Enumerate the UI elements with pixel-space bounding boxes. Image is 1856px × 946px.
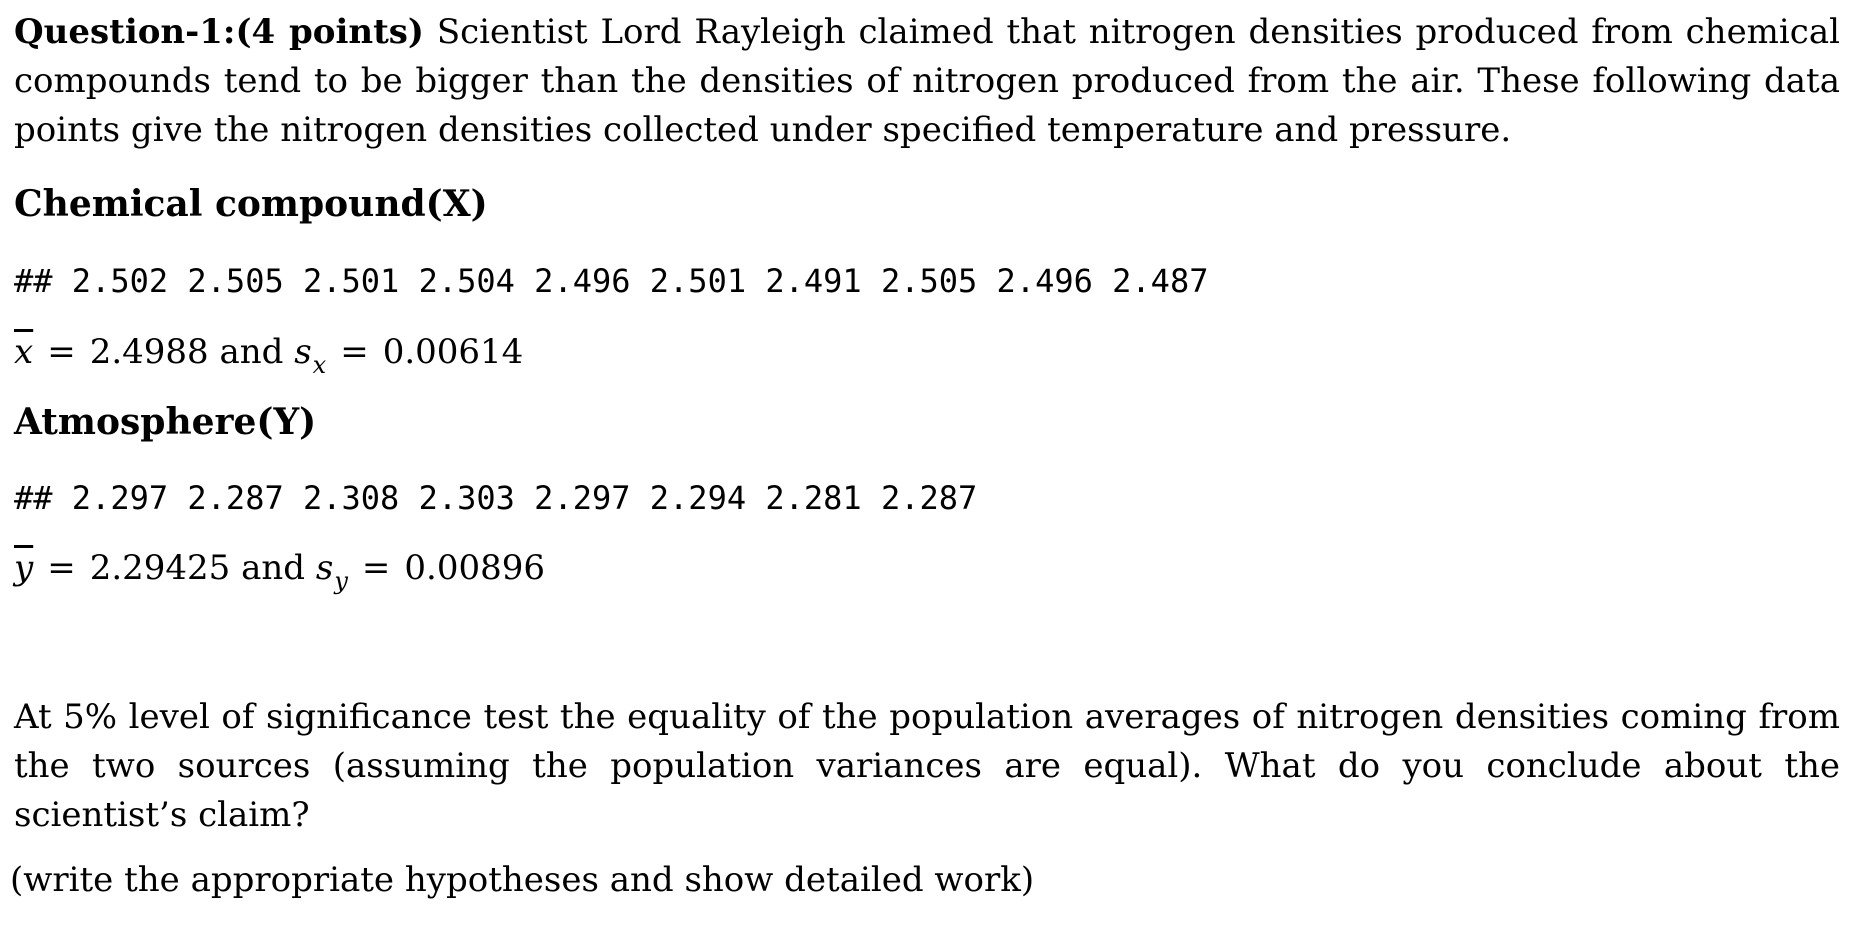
x-bar-symbol: $\overline{x}$ xyxy=(14,332,34,372)
atmosphere-data: ## 2.297 2.287 2.308 2.303 2.297 2.294 2.281 2.287 xyxy=(14,479,978,517)
sy-symbol: s xyxy=(315,548,334,588)
y-bar-value: 2.29425 xyxy=(89,548,231,588)
question-paragraph xyxy=(14,8,1840,155)
and-connector: and xyxy=(219,332,284,372)
and-connector: and xyxy=(241,548,306,588)
question-text: Scientist Lord Rayleigh claimed that nitrogen densities produced from chemical compounds tend to be bigger than the densities of nitrogen produced from the air. These following data points give the nitrogen densities collected under specified temperature and pressure. xyxy=(14,12,1840,150)
atmosphere-heading: Atmosphere(Y) xyxy=(14,401,317,443)
atmosphere-stats: $\overline{y} = 2.29425$ and $s_y = 0.00896$ xyxy=(14,548,546,595)
question-label: Question-1:(4 points) xyxy=(14,12,425,52)
sx-subscript: x xyxy=(312,351,327,379)
sy-subscript: y xyxy=(334,567,348,595)
instructions-text: (write the appropriate hypotheses and show detailed work) xyxy=(10,860,1035,900)
chemical-compound-heading: Chemical compound(X) xyxy=(14,183,488,225)
sy-value: 0.00896 xyxy=(404,548,546,588)
chemical-compound-stats: $\overline{x} = 2.4988$ and $s_x = 0.00614$ xyxy=(14,332,524,379)
x-bar-value: 2.4988 xyxy=(89,332,209,372)
sx-symbol: s xyxy=(294,332,312,372)
test-paragraph: At 5% level of significance test the equality of the population averages of nitrogen densities coming from the two sources (assuming the population variances are equal). What do you conclude about the scientist’s claim? xyxy=(14,697,1840,835)
sx-value: 0.00614 xyxy=(382,332,524,372)
y-bar-symbol: $\overline{y}$ xyxy=(14,548,34,588)
chemical-compound-data: ## 2.502 2.505 2.501 2.504 2.496 2.501 2.491 2.505 2.496 2.487 xyxy=(14,262,1209,300)
